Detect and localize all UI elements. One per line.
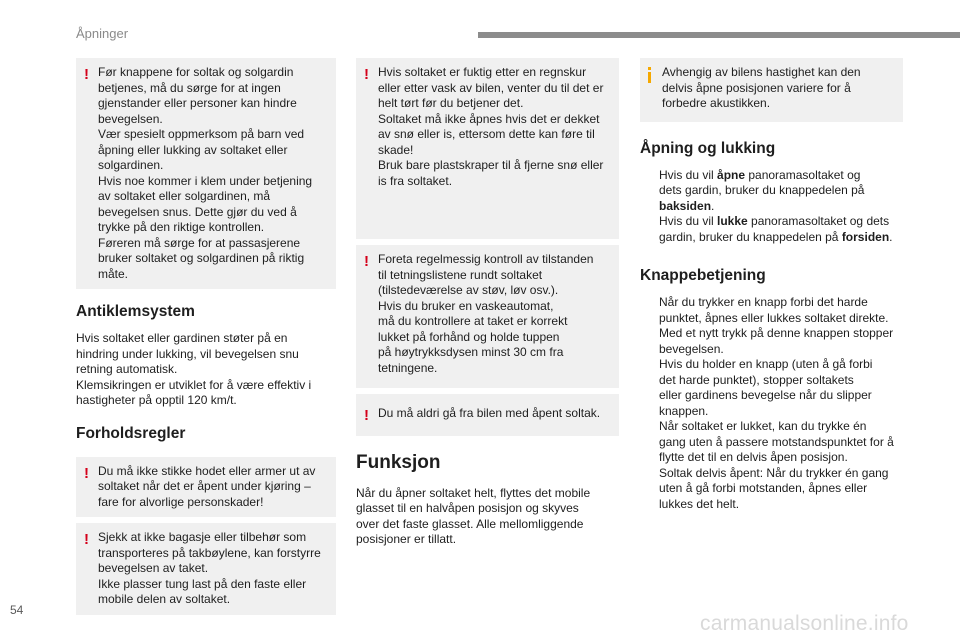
warning-box [356, 245, 619, 388]
list-item: Soltak delvis åpent: Når du trykker én gang uten å gå forbi motstanden, åpnes eller lukkes det helt. [659, 465, 889, 511]
body-paragraph: Når du åpner soltaket helt, flyttes det mobile glasset til en halvåpen posisjon og skyves over det faste glasset. Alle mellomliggende posisjoner er tillatt. [356, 485, 591, 546]
warning-box [76, 58, 336, 289]
body-paragraph: Hvis soltaket eller gardinen støter på en hindring under lukking, vil bevegelsen snu retning automatisk. Klemsikringen er utviklet for å være effektiv i hastigheter på opptil 120 km/t. [76, 331, 312, 407]
info-icon [648, 67, 651, 83]
list-item: Når soltaket er lukket, kan du trykke én gang uten å passere motstandspunktet for å flytte det til en delvis åpen posisjon. [659, 419, 894, 464]
warning-box [356, 58, 619, 239]
warning-icon: ! [84, 464, 89, 482]
opening-list [640, 168, 903, 246]
warning-icon: ! [364, 407, 369, 424]
warning-icon: ! [84, 531, 89, 548]
watermark: carmanualsonline.info [700, 612, 909, 635]
header-bar [478, 32, 960, 38]
section-heading: Knappebetjening [640, 267, 766, 284]
page-number: 54 [10, 603, 24, 617]
warning-text: Du må aldri gå fra bilen med åpent soltak. [378, 406, 601, 420]
section-heading: Forholdsregler [76, 424, 186, 442]
warning-box [76, 523, 336, 615]
section-heading: Åpning og lukking [640, 139, 776, 157]
section-heading: Antiklemsystem [76, 303, 195, 320]
column-3 [640, 58, 903, 522]
warning-text: Hvis soltaket er fuktig etter en regnskur eller etter vask av bilen, venter du til det er helt tørt før du betjener det. Soltaket må ikke åpnes hvis det er dekket av snø eller is, ettersom dette kan føre til skade! Bruk bare plastskraper til å fjerne snø eller is fra soltaket. [378, 65, 604, 188]
column-1 [76, 58, 336, 621]
info-box [640, 58, 903, 122]
column-2 [356, 58, 619, 558]
list-item: Hvis du vil åpne panoramasoltaket og dets gardin, bruker du knappedelen på baksiden. [659, 167, 865, 213]
warning-box [76, 457, 336, 518]
warning-icon: ! [364, 66, 369, 83]
warning-text: Før knappene for soltak og solgardin betjenes, må du sørge for at ingen gjenstander eller personer kan hindre bevegelsen. Vær spesielt oppmerksom på barn ved åpning eller lukking av soltaket eller solgardinen. Hvis noe kommer i klem under betjening av soltaket eller solgardinen, må bevegelsen snus. Dette gjør du ved å trykke på den riktige kontrollen. Føreren må sørge for at passasjerene bruker soltaket og solgardinen på riktig måte. [98, 65, 313, 281]
list-item: Hvis du vil lukke panoramasoltaket og dets gardin, bruker du knappedelen på forsiden. [659, 214, 893, 244]
warning-text: Foreta regelmessig kontroll av tilstanden til tetningslistene rundt soltaket (tilstedeværelse av støv, løv osv.). Hvis du bruker en vaskeautomat, må du kontrollere at taket er korrekt lukket på forhånd og holde tuppen på høytrykksdysen minst 30 cm fra tetningene. [378, 252, 594, 375]
warning-box [356, 394, 619, 436]
warning-icon: ! [364, 253, 369, 270]
info-text: Avhengig av bilens hastighet kan den delvis åpne posisjonen variere for å forbedre akustikken. [662, 65, 861, 110]
warning-text: Sjekk at ikke bagasje eller tilbehør som transporteres på takbøylene, kan forstyrre bevegelsen av taket. Ikke plasser tung last på den faste eller mobile delen av soltaket. [98, 530, 321, 606]
section-heading: Funksjon [356, 451, 441, 473]
warning-icon: ! [84, 66, 89, 83]
list-item: Med et nytt trykk på denne knappen stopper bevegelsen. [659, 326, 894, 356]
list-item: Når du trykker en knapp forbi det harde punktet, åpnes eller lukkes soltaket direkte. [659, 295, 889, 325]
button-operation-list [640, 295, 903, 512]
warning-text: Du må ikke stikke hodet eller armer ut av soltaket når det er åpent under kjøring – fare for alvorlige personskader! [98, 463, 316, 509]
list-item: Hvis du holder en knapp (uten å gå forbi det harde punktet), stopper soltakets eller gardinens bevegelse når du slipper knappen. [659, 357, 873, 418]
section-title: Åpninger [76, 26, 129, 41]
